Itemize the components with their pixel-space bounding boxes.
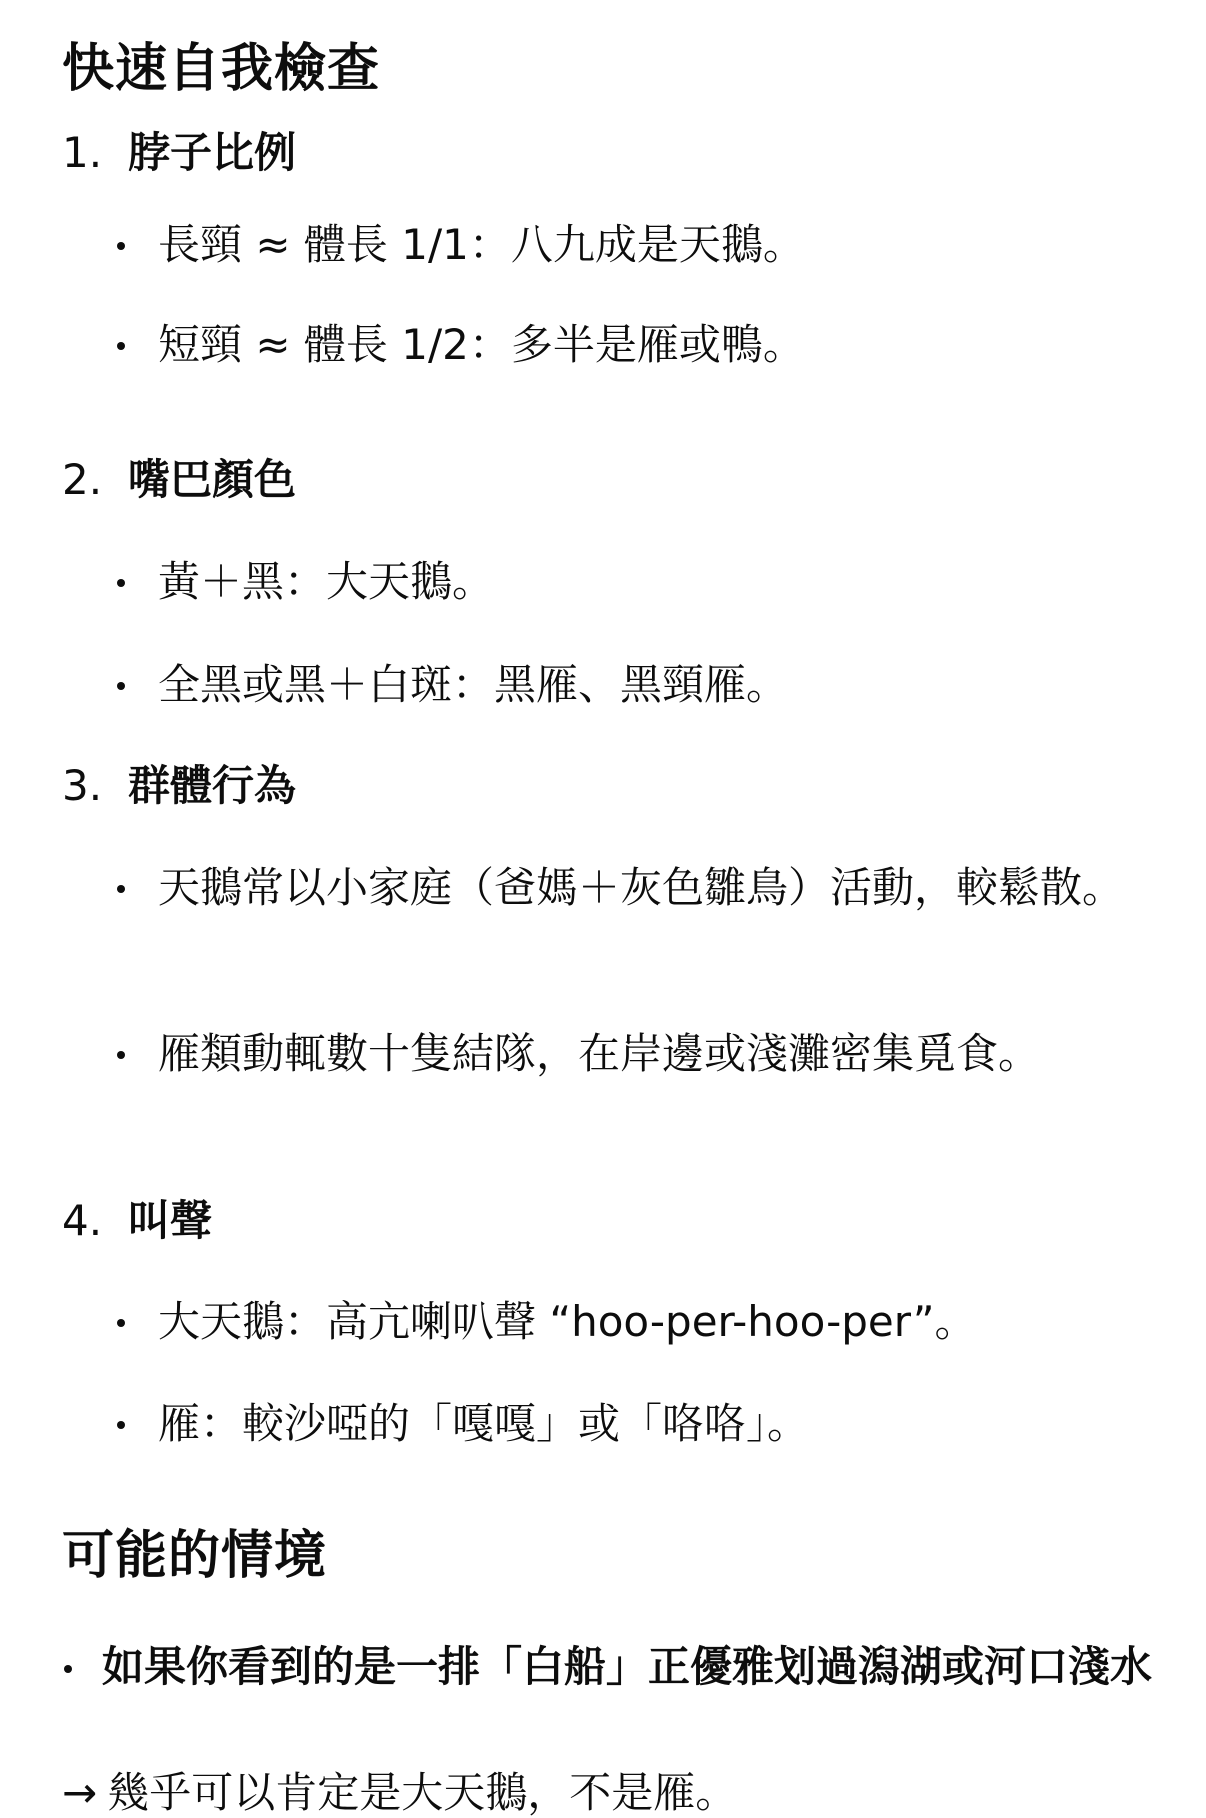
scenario-bullet: 如果你看到的是一排「白船」正優雅划過潟湖或河口淺水	[62, 1635, 1192, 1698]
list-item-beak-color	[62, 455, 296, 505]
list-item-title: 脖子比例	[128, 128, 297, 177]
section-heading-scenarios: 可能的情境	[62, 1526, 328, 1586]
bullet-item: 雁：較沙啞的「嘎嘎」或「咯咯」。	[117, 1391, 1188, 1456]
scenario-conclusion	[62, 1768, 737, 1818]
bullet-item: 長頸 ≈ 體長 1/1：八九成是天鵝。	[117, 212, 1188, 277]
list-item-group-behavior	[62, 761, 296, 811]
list-item-call	[62, 1196, 212, 1246]
list-number: 2.	[62, 455, 103, 504]
list-item-title: 群體行為	[128, 761, 297, 810]
bullet-item: 短頸 ≈ 體長 1/2：多半是雁或鴨。	[117, 312, 1188, 377]
bullet-item: 天鵝常以小家庭（爸媽＋灰色雛鳥）活動，較鬆散。	[117, 855, 1188, 920]
list-number: 1.	[62, 128, 103, 177]
bullet-item: 黃＋黑：大天鵝。	[117, 549, 1188, 614]
arrow-right-icon: →	[62, 1768, 98, 1817]
bullet-item: 雁類動輒數十隻結隊，在岸邊或淺灘密集覓食。	[117, 1021, 1188, 1086]
list-item-title: 嘴巴顏色	[128, 455, 297, 504]
bullet-item: 大天鵝：高亢喇叭聲 “hoo-per-hoo-per”。	[117, 1289, 1188, 1354]
conclusion-text: 幾乎可以肯定是大天鵝，不是雁。	[107, 1768, 738, 1817]
list-number: 4.	[62, 1196, 103, 1245]
list-item-title: 叫聲	[128, 1196, 213, 1245]
section-heading-quick-check: 快速自我檢查	[62, 39, 381, 99]
bullet-item: 全黑或黑＋白斑：黑雁、黑頸雁。	[117, 652, 1188, 717]
list-item-neck-ratio	[62, 128, 296, 178]
list-number: 3.	[62, 761, 103, 810]
